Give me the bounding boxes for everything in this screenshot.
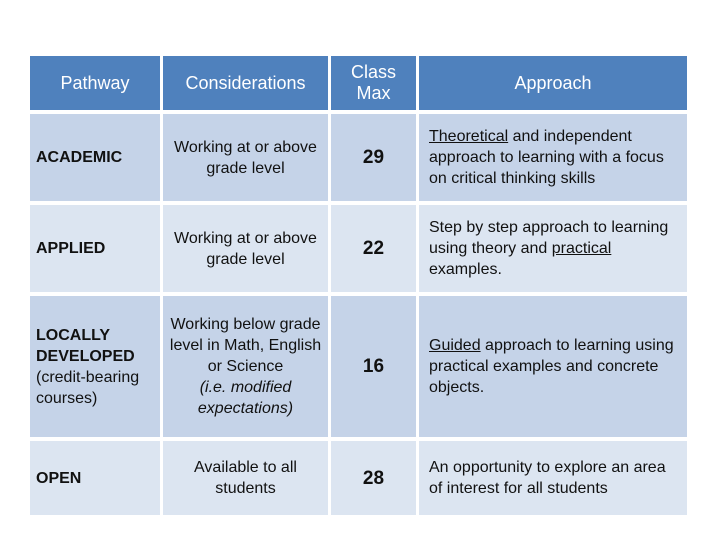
considerations-locally-developed-italic: (i.e. modified expectations) [197, 379, 294, 417]
header-class-max-line2: Max [356, 83, 391, 103]
considerations-academic: Working at or above grade level [163, 114, 328, 201]
class-max-locally-developed: 16 [331, 296, 416, 437]
pathway-locally-developed-line2: DEVELOPED [36, 347, 135, 365]
considerations-locally-developed [163, 296, 328, 437]
pathway-table [30, 56, 678, 499]
pathway-applied: APPLIED [30, 205, 160, 292]
approach-open: An opportunity to explore an area of interest for all students [419, 441, 687, 515]
approach-locally-developed-rest: approach to learning using practical examples and concrete objects. [429, 337, 674, 396]
pathway-locally-developed [30, 296, 160, 437]
approach-applied-underlined: practical [551, 240, 612, 257]
class-max-academic: 29 [331, 114, 416, 201]
pathway-academic: ACADEMIC [30, 114, 160, 201]
approach-locally-developed-underlined: Guided [429, 337, 481, 354]
considerations-open: Available to all students [163, 441, 328, 515]
approach-locally-developed [419, 296, 687, 437]
approach-applied-after: examples. [429, 261, 502, 278]
header-pathway: Pathway [30, 56, 160, 110]
header-class-max-line1: Class [350, 62, 396, 82]
approach-applied [419, 205, 687, 292]
considerations-locally-developed-text: Working below grade level in Math, English or Science [169, 316, 322, 375]
approach-applied-before: Step by step approach to learning using theory and [429, 219, 669, 257]
approach-academic [419, 114, 687, 201]
pathway-locally-developed-sub: (credit-bearing courses) [36, 368, 140, 407]
approach-academic-rest: and independent approach to learning with a focus on critical thinking skills [429, 128, 664, 187]
approach-academic-underlined: Theoretical [429, 128, 509, 145]
pathway-locally-developed-line1: LOCALLY [36, 326, 111, 344]
pathway-open: OPEN [30, 441, 160, 515]
class-max-applied: 22 [331, 205, 416, 292]
header-considerations: Considerations [163, 56, 328, 110]
class-max-open: 28 [331, 441, 416, 515]
considerations-applied: Working at or above grade level [163, 205, 328, 292]
header-class-max [331, 56, 416, 110]
header-approach: Approach [419, 56, 687, 110]
